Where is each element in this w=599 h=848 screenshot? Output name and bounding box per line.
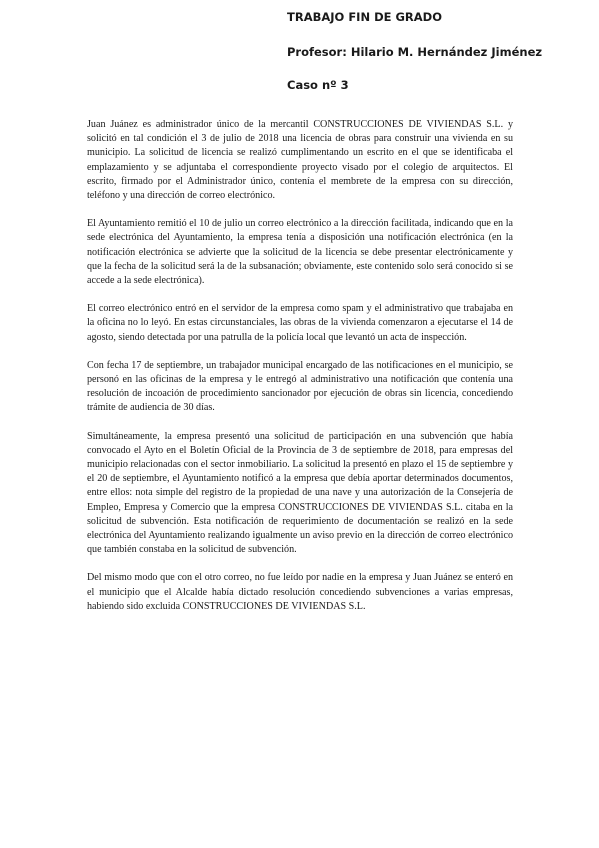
professor-line: Profesor: Hilario M. Hernández Jiménez — [287, 45, 543, 59]
paragraph-5: Simultáneamente, la empresa presentó una solicitud de participación en una subvención que había convocado el Ayto en el Boletín Oficial de la Provincia de 3 de septiembre de 2018, para empresas del municipio relacionadas con el sector inmobiliario. La solicitud la presentó en plazo el 15 de septiembre y el 20 de septiembre, el Ayuntamiento notificó a la empresa que debía aportar determinados documentos, entre ellos: nota simple del registro de la propiedad de una nave y una autorización de la Consejería de Empleo, Empresa y Comercio que la empresa CONSTRUCCIONES DE VIVIENDAS S.L. citaba en la solicitud de subvención. Esta notificación de requerimiento de documentación se realizó en la sede electrónica del Ayuntamiento realizando igualmente un aviso previo en la dirección de correo electrónico que también constaba en la solicitud de subvención. — [87, 430, 513, 556]
paragraph-6: Del mismo modo que con el otro correo, no fue leído por nadie en la empresa y Juan Juánez se enteró en el municipio que el Alcalde había dictado resolución concediendo subvenciones a varias empresas, habiendo sido excluida CONSTRUCCIONES DE VIVIENDAS S.L. — [87, 572, 513, 612]
paragraph-1: Juan Juánez es administrador único de la mercantil CONSTRUCCIONES DE VIVIENDAS S.L. y solicitó en tal condición el 3 de julio de 2018 una licencia de obras para construir una vivienda en su municipio. La solicitud de licencia se realizó cumplimentando un escrito en el que se identificaba el emplazamiento y se adjuntaba el correspondiente proyecto visado por el colegio de arquitectos. El escrito, firmado por el Administrador único, contenía el membrete de la empresa con su dirección, teléfono y una dirección de correo electrónico. — [87, 119, 513, 202]
document-title: TRABAJO FIN DE GRADO — [287, 10, 443, 24]
document-body — [87, 118, 513, 628]
case-number: Caso nº 3 — [287, 78, 349, 92]
paragraph-4: Con fecha 17 de septiembre, un trabajador municipal encargado de las notificaciones en el municipio, se personó en las oficinas de la empresa y le entregó al administrativo una notificación que contenía una resolución de incoación de procedimiento sancionador por ejecución de obras sin licencia, concediendo trámite de audiencia de 30 días. — [87, 359, 513, 414]
paragraph-2: El Ayuntamiento remitió el 10 de julio un correo electrónico a la dirección facilitada, indicando que en la sede electrónica del Ayuntamiento, la empresa tenía a disposición una notificación electrónica (en la notificación electrónica se advierte que la solicitud de la licencia se debe presentar electrónicamente y que la fecha de la solicitud será la de la subsanación; obviamente, este contenido solo será conocido si se accede a la sede electrónica). — [87, 218, 513, 287]
paragraph-3: El correo electrónico entró en el servidor de la empresa como spam y el administrativo que trabajaba en la oficina no lo leyó. En estas circunstanciales, las obras de la vivienda comenzaron a ejecutarse el 14 de agosto, siendo detectada por una patrulla de la policía local que levantó un acta de inspección. — [87, 303, 513, 343]
